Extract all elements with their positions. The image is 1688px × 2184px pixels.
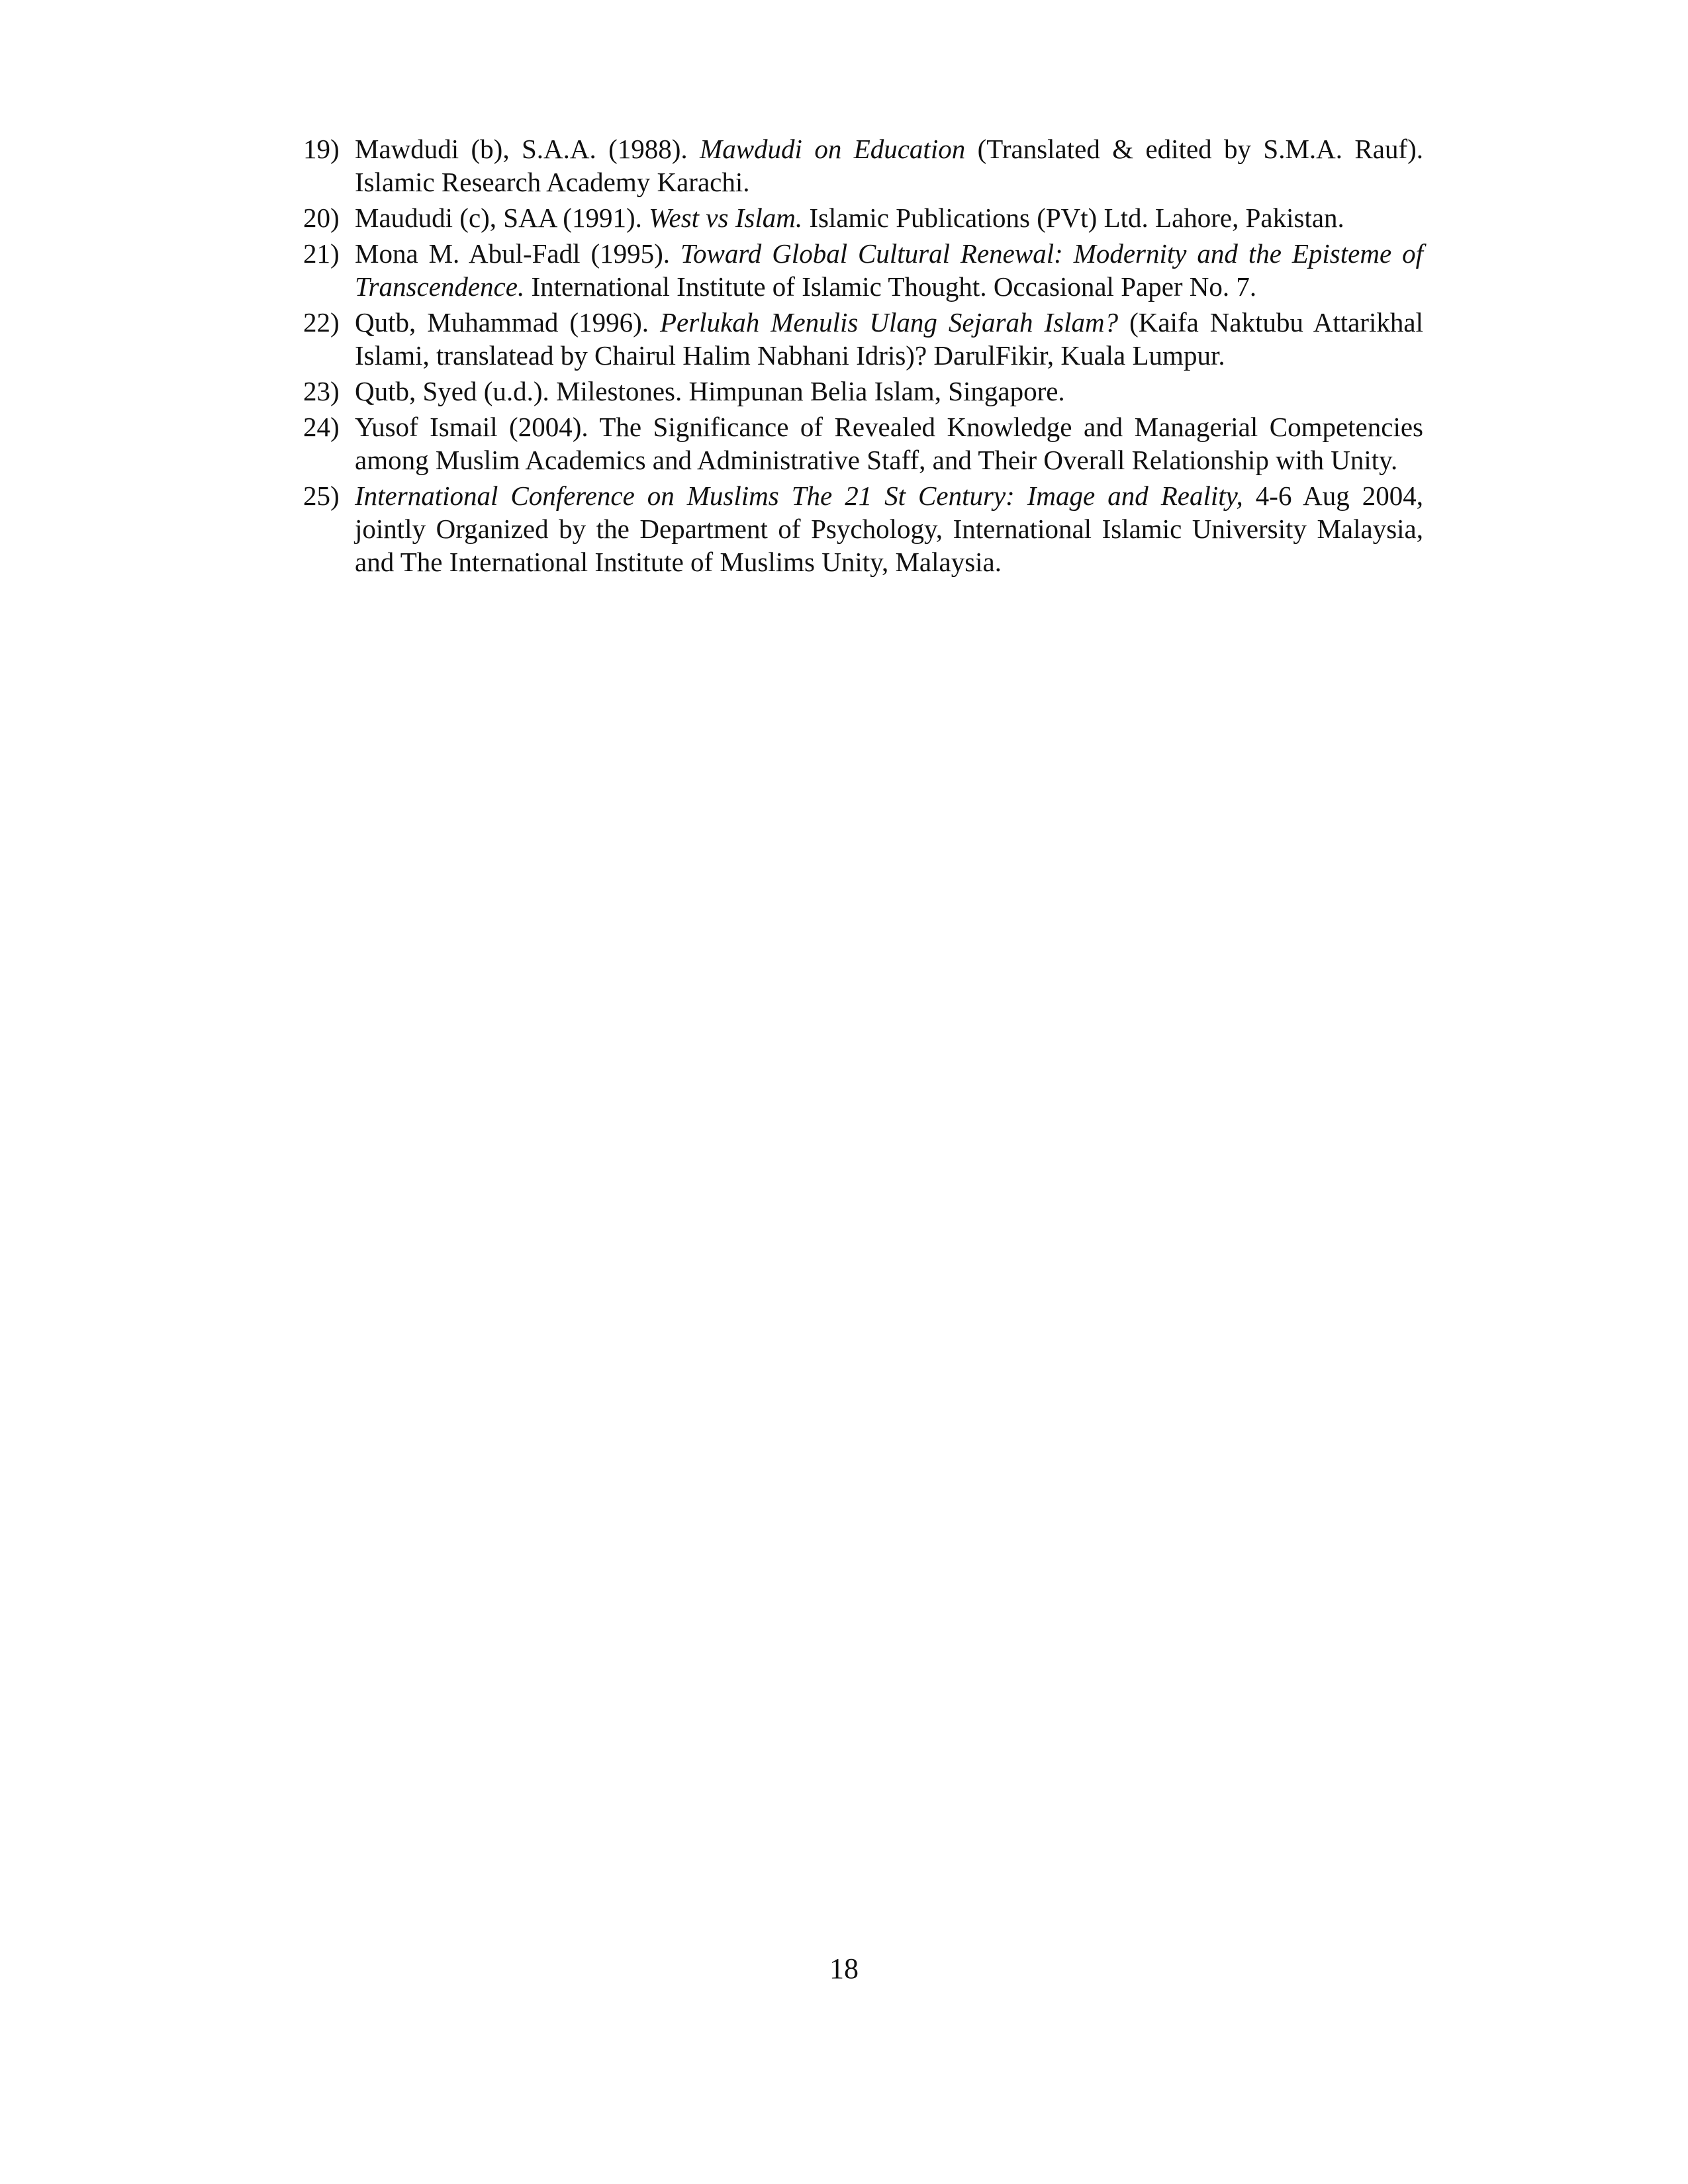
reference-lead: Qutb, Syed (u.d.). Milestones. Himpunan Belia Islam, Singapore. <box>355 376 1065 406</box>
reference-title: International Conference on Muslims The 21 St Century: Image and Reality, <box>355 480 1243 511</box>
reference-item-23 <box>303 375 1423 408</box>
reference-text <box>355 376 1065 406</box>
page-number: 18 <box>829 1952 859 1985</box>
reference-item-20 <box>303 201 1423 234</box>
reference-number: 19) <box>303 134 340 164</box>
reference-number: 20) <box>303 203 340 233</box>
reference-text <box>355 203 1344 233</box>
reference-details: International Institute of Islamic Thought. Occasional Paper No. 7. <box>524 271 1257 302</box>
reference-item-25 <box>303 479 1423 578</box>
reference-item-21 <box>303 237 1423 303</box>
reference-lead: Yusof Ismail (2004). The Significance of Revealed Knowledge and Managerial Competencies among Muslim Academics and Administrative Staff, and Their Overall Relationship with Unity. <box>355 412 1423 475</box>
reference-title: Mawdudi on Education <box>700 134 966 164</box>
reference-number: 21) <box>303 238 340 269</box>
reference-lead: Maududi (c), SAA (1991). <box>355 203 649 233</box>
reference-lead: Mona M. Abul-Fadl (1995). <box>355 238 680 269</box>
reference-number: 23) <box>303 376 340 406</box>
reference-item-24 <box>303 410 1423 477</box>
reference-text <box>355 412 1423 475</box>
reference-number: 24) <box>303 412 340 442</box>
reference-text <box>355 307 1423 371</box>
reference-details: 4-6 Aug 2004, jointly Organized by the Department of Psychology, International Islamic University Malaysia, and The International Institute of Muslims Unity, Malaysia. <box>355 480 1424 577</box>
reference-item-19 <box>303 132 1423 199</box>
reference-text <box>355 480 1423 577</box>
reference-title: West vs Islam. <box>649 203 803 233</box>
reference-list <box>303 132 1423 581</box>
reference-text <box>355 134 1423 197</box>
reference-lead: Qutb, Muhammad (1996). <box>355 307 660 338</box>
reference-text <box>355 238 1423 302</box>
reference-number: 22) <box>303 307 340 338</box>
reference-lead: Mawdudi (b), S.A.A. (1988). <box>355 134 700 164</box>
reference-details: (Kaifa Naktubu Attarikhal Islami, translatead by Chairul Halim Nabhani Idris)? DarulFikir, Kuala Lumpur. <box>355 307 1423 371</box>
reference-item-22 <box>303 306 1423 372</box>
reference-number: 25) <box>303 480 340 511</box>
reference-title: Toward Global Cultural Renewal: Modernity and the Episteme of Transcendence. <box>355 238 1423 302</box>
reference-details: Islamic Publications (PVt) Ltd. Lahore, Pakistan. <box>802 203 1344 233</box>
reference-details: (Translated & edited by S.M.A. Rauf). Islamic Research Academy Karachi. <box>355 134 1423 197</box>
reference-title: Perlukah Menulis Ulang Sejarah Islam? <box>659 307 1119 338</box>
